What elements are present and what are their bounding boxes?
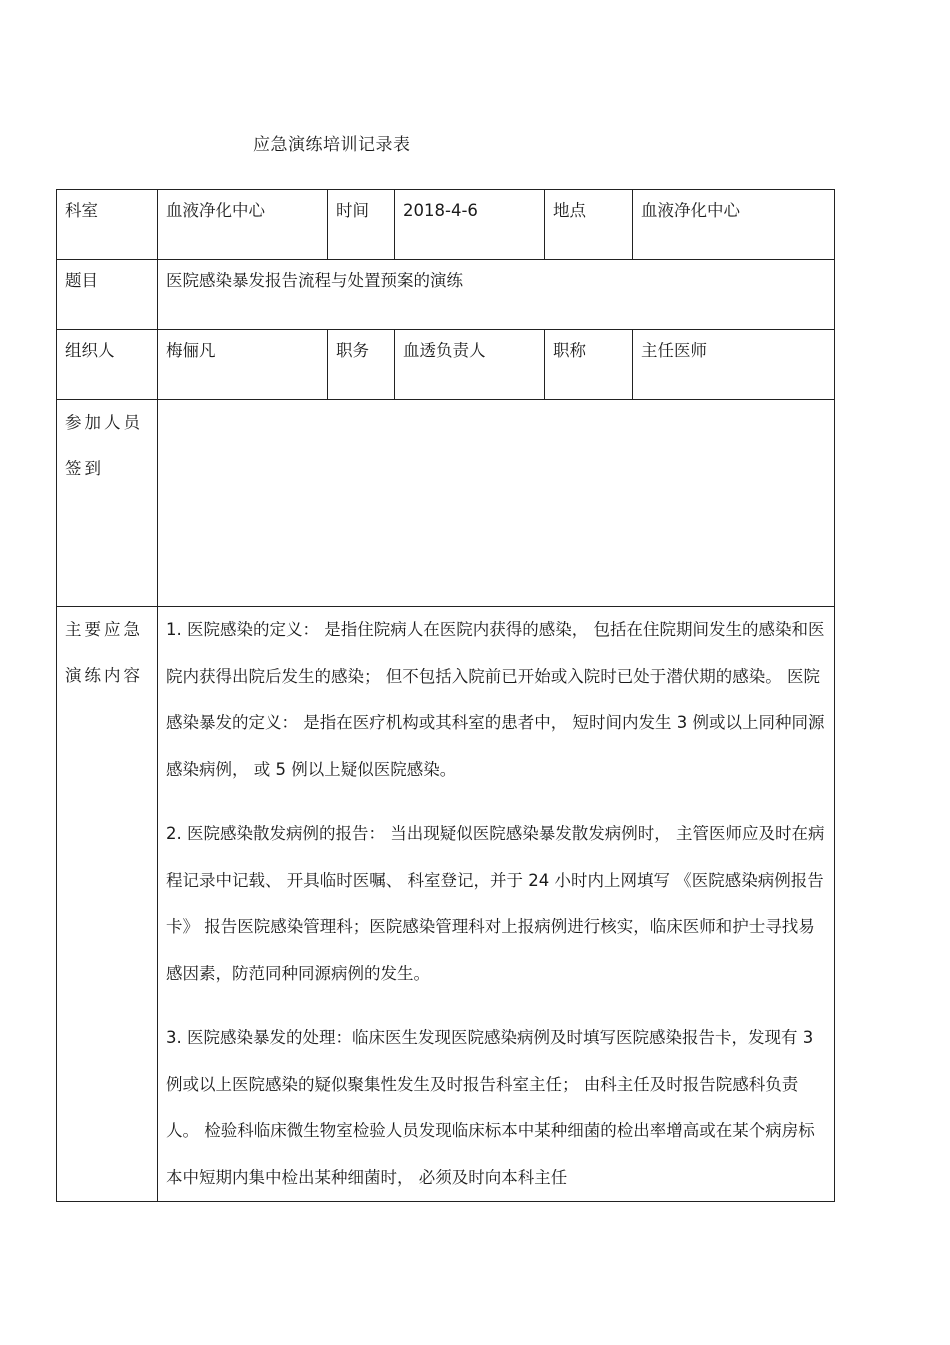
content-paragraph-1: 1. 医院感染的定义： 是指住院病人在医院内获得的感染， 包括在住院期间发生的感染和医院内获得出院后发生的感染； 但不包括入院前已开始或入院时已处于潜伏期的感染。 医院感染暴发的定义： 是指在医疗机构或其科室的患者中， 短时间内发生 3 例或以上同种同源感染病例， 或 5 例以上疑似医院感染。 <box>166 620 825 779</box>
place-value: 血液净化中心 <box>633 190 835 260</box>
table-row <box>57 190 835 260</box>
organizer-label: 组织人 <box>57 330 158 400</box>
attendees-label-line1: 参加人员 <box>65 413 143 432</box>
dept-value: 血液净化中心 <box>158 190 328 260</box>
rank-value: 主任医师 <box>633 330 835 400</box>
content-paragraph-2: 2. 医院感染散发病例的报告： 当出现疑似医院感染暴发散发病例时， 主管医师应及时在病程记录中记载、 开具临时医嘱、 科室登记，并于 24 小时内上网填写 《医院感染病例报告卡》 报告医院感染管理科；医院感染管理科对上报病例进行核实，临床医师和护士寻找易感因素，防范同种同源病例的发生。 <box>166 824 825 983</box>
content-label-line1: 主要应急 <box>65 620 143 639</box>
rank-label: 职称 <box>545 330 633 400</box>
place-label: 地点 <box>545 190 633 260</box>
attendees-label-line2: 签到 <box>65 459 104 478</box>
content-label <box>57 607 158 1202</box>
table-row <box>57 330 835 400</box>
attendees-signature-area <box>158 400 835 607</box>
table-row <box>57 400 835 607</box>
topic-value: 医院感染暴发报告流程与处置预案的演练 <box>158 260 835 330</box>
content-paragraph-3: 3. 医院感染暴发的处理：临床医生发现医院感染病例及时填写医院感染报告卡，发现有 3 例或以上医院感染的疑似聚集性发生及时报告科室主任； 由科主任及时报告院感科负责人。 检验科临床微生物室检验人员发现临床标本中某种细菌的检出率增高或在某个病房标本中短期内集中检出某种细菌时， 必须及时向本科主任 <box>166 1028 815 1187</box>
content-label-line2: 演练内容 <box>65 666 143 685</box>
document-title: 应急演练培训记录表 <box>253 135 411 155</box>
topic-label: 题目 <box>57 260 158 330</box>
drill-content <box>158 607 835 1202</box>
time-value: 2018-4-6 <box>395 190 545 260</box>
table-row <box>57 607 835 1202</box>
table-row <box>57 260 835 330</box>
dept-label: 科室 <box>57 190 158 260</box>
time-label: 时间 <box>328 190 395 260</box>
organizer-value: 梅俪凡 <box>158 330 328 400</box>
attendees-label <box>57 400 158 607</box>
position-value: 血透负责人 <box>395 330 545 400</box>
position-label: 职务 <box>328 330 395 400</box>
training-record-table <box>56 189 835 1202</box>
